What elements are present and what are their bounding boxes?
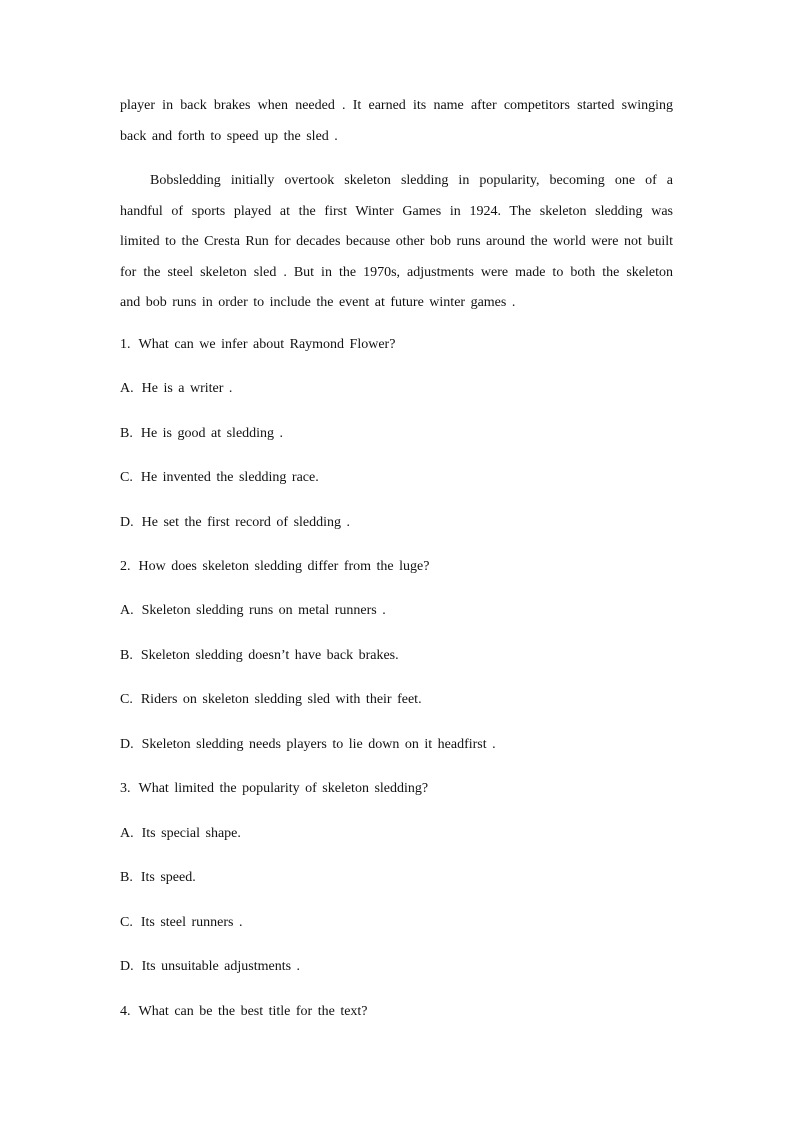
question-3-option-d	[120, 957, 300, 977]
question-number: 1.	[120, 337, 131, 352]
passage-paragraph-2: Bobsledding initially overtook skeleton sledding in popularity, becoming one of a handful of sports played at the first Winter Games in 1924. The skeleton sledding was limited to the Cresta Run for decades because other bob runs around the world were not built for the steel skeleton sled . But in the 1970s, adjustments were made to both the skeleton and bob runs in order to include the event at future winter games .	[120, 173, 673, 310]
option-text: He is good at sledding .	[140, 426, 284, 441]
question-number: 4.	[120, 1004, 131, 1019]
option-letter: A.	[120, 603, 134, 618]
question-3-option-a	[120, 824, 241, 844]
question-2-option-b	[120, 646, 399, 666]
option-text: Skeleton sledding needs players to lie down on it headfirst .	[141, 737, 496, 752]
option-text: Riders on skeleton sledding sled with their feet.	[140, 692, 422, 707]
question-2-option-c	[120, 690, 422, 710]
question-3	[120, 779, 428, 799]
option-text: He invented the sledding race.	[140, 470, 319, 485]
option-text: Its speed.	[140, 870, 196, 885]
question-2-option-d	[120, 735, 496, 755]
option-text: Its unsuitable adjustments .	[141, 959, 301, 974]
question-text: What can we infer about Raymond Flower?	[138, 337, 396, 352]
question-number: 3.	[120, 781, 131, 796]
question-text: How does skeleton sledding differ from the luge?	[138, 559, 430, 574]
question-1-option-d	[120, 513, 350, 533]
option-letter: A.	[120, 381, 134, 396]
option-letter: C.	[120, 470, 133, 485]
option-letter: D.	[120, 737, 134, 752]
option-letter: B.	[120, 870, 133, 885]
option-text: He set the first record of sledding .	[141, 515, 351, 530]
question-1-option-a	[120, 379, 232, 399]
option-letter: D.	[120, 959, 134, 974]
question-1-option-c	[120, 468, 319, 488]
question-2	[120, 557, 429, 577]
question-4	[120, 1002, 368, 1022]
option-letter: B.	[120, 648, 133, 663]
question-2-option-a	[120, 601, 386, 621]
option-text: Its steel runners .	[140, 915, 243, 930]
passage-paragraph-1: player in back brakes when needed . It earned its name after competitors started swinging back and forth to speed up the sled .	[120, 98, 673, 144]
question-1	[120, 335, 395, 355]
option-letter: C.	[120, 915, 133, 930]
question-3-option-b	[120, 868, 196, 888]
option-text: Its special shape.	[141, 826, 241, 841]
option-letter: C.	[120, 692, 133, 707]
option-letter: A.	[120, 826, 134, 841]
question-text: What limited the popularity of skeleton sledding?	[138, 781, 429, 796]
question-3-option-c	[120, 913, 243, 933]
option-letter: D.	[120, 515, 134, 530]
option-text: Skeleton sledding doesn’t have back brakes.	[140, 648, 399, 663]
option-letter: B.	[120, 426, 133, 441]
option-text: He is a writer .	[141, 381, 233, 396]
question-1-option-b	[120, 424, 283, 444]
option-text: Skeleton sledding runs on metal runners .	[141, 603, 386, 618]
question-number: 2.	[120, 559, 131, 574]
question-text: What can be the best title for the text?	[138, 1004, 368, 1019]
